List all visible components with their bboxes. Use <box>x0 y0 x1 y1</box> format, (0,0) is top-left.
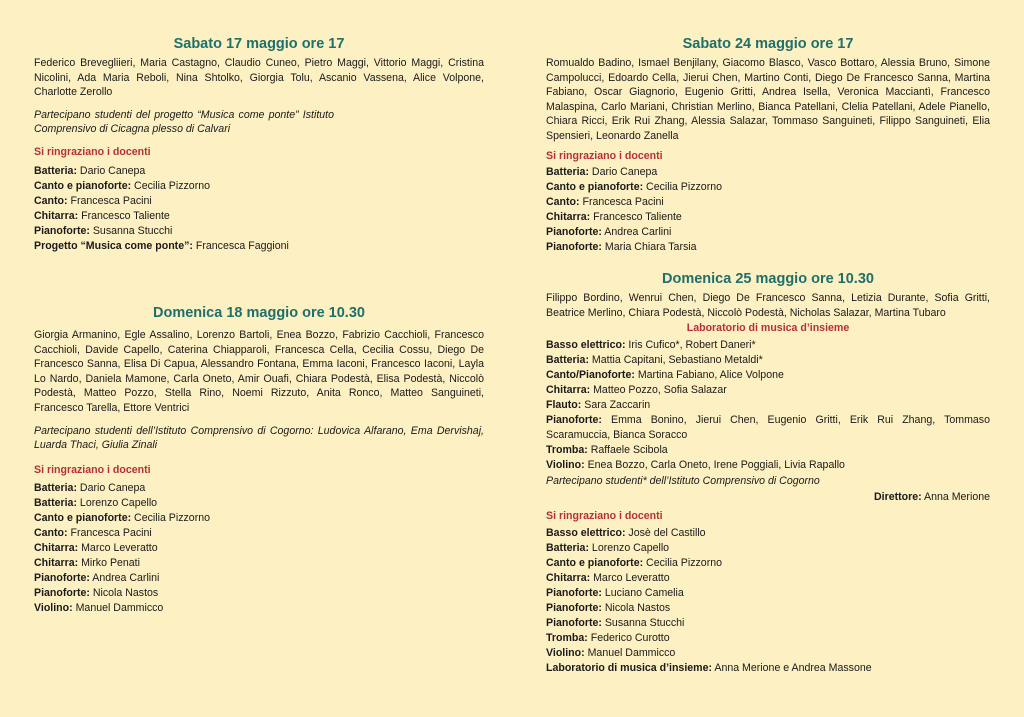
performers-list: Federico Brevegliieri, Maria Castagno, Claudio Cuneo, Pietro Maggi, Vittorio Maggi, Cristina Nicolini, Ada Maria Reboli, Nina Shtolko, Giorgia Tolu, Ascanio Vassena, Alice Volpone, Charlotte Zerollo <box>34 57 484 99</box>
list-item <box>546 631 990 646</box>
list-item <box>34 481 484 496</box>
item-name: Raffaele Scibola <box>587 443 668 456</box>
item-name: Cecilia Pizzorno <box>131 179 211 192</box>
list-item <box>546 541 990 556</box>
list-item <box>546 180 990 195</box>
list-item <box>546 165 990 180</box>
item-role: Tromba: <box>546 631 588 644</box>
director-role: Direttore: <box>873 491 922 504</box>
item-role: Chitarra: <box>546 571 591 584</box>
item-role: Batteria: <box>34 482 77 495</box>
item-role: Violino: <box>546 458 585 471</box>
item-name: Dario Canepa <box>76 164 146 177</box>
item-name: Francesca Pacini <box>579 196 664 209</box>
list-item <box>34 571 484 586</box>
list-item <box>34 526 484 541</box>
teachers-list <box>546 526 990 676</box>
performers-list: Filippo Bordino, Wenrui Chen, Diego De Francesco Sanna, Letizia Durante, Sofia Gritti, Beatrice Merlino, Chiara Podestà, Niccolò Podestà, Nicholas Salazar, Martina Tubaro <box>546 292 990 319</box>
list-item <box>546 225 990 240</box>
list-item <box>34 224 484 239</box>
list-item <box>546 661 990 676</box>
concert-title: Domenica 18 maggio ore 10.30 <box>153 305 365 321</box>
item-role: Pianoforte: <box>34 224 90 237</box>
concert-may-25 <box>546 270 990 676</box>
item-name: Manuel Dammicco <box>584 646 676 659</box>
item-name: Francesca Pacini <box>67 527 152 540</box>
thanks-heading: Si ringraziano i docenti <box>34 463 151 476</box>
item-role: Pianoforte: <box>34 587 90 600</box>
item-role: Violino: <box>34 602 73 615</box>
item-role: Batteria: <box>546 166 589 179</box>
thanks-heading: Si ringraziano i docenti <box>546 510 663 523</box>
item-role: Batteria: <box>34 497 77 510</box>
item-name: Andrea Carlini <box>601 226 672 239</box>
item-name: Iris Cufico*, Robert Daneri* <box>625 338 756 351</box>
item-role: Canto: <box>34 194 68 207</box>
teachers-list <box>34 164 484 254</box>
item-role: Batteria: <box>34 164 77 177</box>
item-name: Francesca Pacini <box>67 194 152 207</box>
item-name: Dario Canepa <box>588 166 658 179</box>
concert-title: Sabato 24 maggio ore 17 <box>682 36 854 52</box>
item-name: Lorenzo Capello <box>588 541 670 554</box>
performers-list: Romualdo Badino, Ismael Benjilany, Giacomo Blasco, Vasco Bottaro, Alessia Bruno, Simone Campolucci, Edoardo Cella, Jierui Chen, Martino Conti, Diego De Francesco Sanna, Martina Fabiano, Oscar Giagnorio, Eugenio Gritti, Andrea Isella, Veronica Macciantì, Francesco Malaspina, Carlo Mariani, Christian Merlino, Bianca Patellani, Clelia Patellani, Adele Pianello, Chiara Ricci, Erik Rui Zhang, Alessia Salazar, Tommaso Sanguineti, Filippo Sanguineti, Elia Spensieri, Leonardo Zanella <box>546 57 990 142</box>
list-item <box>546 616 990 631</box>
item-name: Martina Fabiano, Alice Volpone <box>634 368 784 381</box>
item-role: Basso elettrico: <box>546 338 626 351</box>
item-name: Marco Leveratto <box>590 571 670 584</box>
item-role: Pianoforte: <box>546 413 602 426</box>
item-name: Marco Leveratto <box>78 542 158 555</box>
list-item <box>34 601 484 616</box>
concert-may-18 <box>34 304 484 616</box>
participation-note: Partecipano studenti dell’Istituto Comprensivo di Cogorno: Ludovica Alfarano, Ema Dervishaj, Luarda Thaci, Giulia Zinali <box>34 424 484 452</box>
concert-may-24 <box>546 35 990 255</box>
item-name: Sara Zaccarin <box>581 398 651 411</box>
list-item <box>546 240 990 255</box>
item-role: Pianoforte: <box>546 616 602 629</box>
item-role: Pianoforte: <box>546 241 602 254</box>
item-role: Chitarra: <box>34 542 79 555</box>
list-item <box>546 383 990 398</box>
item-name: Andrea Carlini <box>89 572 160 585</box>
item-name: Luciano Camelia <box>601 586 684 599</box>
item-role: Canto e pianoforte: <box>34 512 132 525</box>
performers-list: Giorgia Armanino, Egle Assalino, Lorenzo Bartoli, Enea Bozzo, Fabrizio Cacchioli, Francesco Cacchioli, Davide Capello, Caterina Chiapparoli, Francesca Cella, Cecilia Cossu, Diego De Francesco Sanna, Elisa Di Capua, Alessandro Fontana, Emma Iaconi, Francesco Iaconi, Layla Lo Nardo, Daniela Mamone, Carla Oneto, Amir Ouafi, Chiara Podestà, Elisa Podestà, Niccolò Podestà, Matteo Pozzo, Stella Rino, Noemi Rizzuto, Anita Ronco, Matteo Sanguineti, Francesco Tarella, Ettore Ventrici <box>34 329 484 414</box>
item-name: Mattia Capitani, Sebastiano Metaldi* <box>588 353 763 366</box>
item-name: Cecilia Pizzorno <box>643 181 723 194</box>
list-item <box>546 586 990 601</box>
list-item <box>546 413 990 443</box>
item-name: Federico Curotto <box>587 631 670 644</box>
list-item <box>34 194 484 209</box>
participation-note: Partecipano studenti del progetto “Musica come ponte” Istituto Comprensivo di Cicagna plesso di Calvari <box>34 108 334 136</box>
list-item <box>34 239 484 254</box>
list-item <box>34 179 484 194</box>
item-name: Cecilia Pizzorno <box>131 512 211 525</box>
list-item <box>546 443 990 458</box>
thanks-heading: Si ringraziano i docenti <box>34 145 151 158</box>
item-name: Nicola Nastos <box>601 601 671 614</box>
item-role: Flauto: <box>546 398 582 411</box>
item-role: Batteria: <box>546 541 589 554</box>
list-item <box>546 368 990 383</box>
list-item <box>34 209 484 224</box>
concert-title: Sabato 17 maggio ore 17 <box>173 36 345 52</box>
item-name: Francesco Taliente <box>590 211 682 224</box>
item-role: Pianoforte: <box>546 226 602 239</box>
ensemble-lab-heading: Laboratorio di musica d’insieme <box>686 322 850 335</box>
list-item <box>546 571 990 586</box>
director-line <box>546 490 990 505</box>
list-item <box>546 398 990 413</box>
item-name: Nicola Nastos <box>89 587 159 600</box>
list-item <box>546 195 990 210</box>
director-name: Anna Merione <box>921 491 990 504</box>
item-role: Laboratorio di musica d’insieme: <box>546 661 713 674</box>
item-name: Susanna Stucchi <box>89 224 173 237</box>
item-name: Francesca Faggioni <box>192 239 289 252</box>
list-item <box>546 526 990 541</box>
item-name: Emma Bonino, Jierui Chen, Eugenio Gritti, Erik Rui Zhang, Tommaso Scaramuccia, Bianca Soracco <box>546 413 990 441</box>
list-item <box>546 458 990 473</box>
item-role: Canto: <box>34 527 68 540</box>
list-item <box>546 601 990 616</box>
item-role: Batteria: <box>546 353 589 366</box>
item-name: Lorenzo Capello <box>76 497 158 510</box>
list-item <box>34 541 484 556</box>
thanks-heading: Si ringraziano i docenti <box>546 149 663 162</box>
item-role: Violino: <box>546 646 585 659</box>
item-name: Mirko Penati <box>78 557 140 570</box>
list-item <box>34 586 484 601</box>
item-role: Canto: <box>546 196 580 209</box>
list-item <box>546 338 990 353</box>
list-item <box>34 556 484 571</box>
list-item <box>546 210 990 225</box>
item-role: Chitarra: <box>34 557 79 570</box>
concert-may-17 <box>34 35 484 254</box>
item-role: Canto e pianoforte: <box>546 556 644 569</box>
item-name: Cecilia Pizzorno <box>643 556 723 569</box>
item-role: Progetto “Musica come ponte”: <box>34 239 193 252</box>
list-item <box>546 646 990 661</box>
item-role: Chitarra: <box>546 211 591 224</box>
item-role: Chitarra: <box>546 383 591 396</box>
item-role: Pianoforte: <box>34 572 90 585</box>
item-role: Canto e pianoforte: <box>546 181 644 194</box>
item-role: Tromba: <box>546 443 588 456</box>
item-name: Josè del Castillo <box>625 526 706 539</box>
item-name: Anna Merione e Andrea Massone <box>712 661 872 674</box>
item-name: Enea Bozzo, Carla Oneto, Irene Poggiali, Livia Rapallo <box>584 458 845 471</box>
list-item <box>34 496 484 511</box>
item-name: Matteo Pozzo, Sofia Salazar <box>590 383 727 396</box>
item-role: Pianoforte: <box>546 586 602 599</box>
item-role: Chitarra: <box>34 209 79 222</box>
list-item <box>34 511 484 526</box>
item-name: Manuel Dammicco <box>72 602 164 615</box>
item-name: Susanna Stucchi <box>601 616 685 629</box>
item-name: Dario Canepa <box>76 482 146 495</box>
participation-note: Partecipano studenti* dell’Istituto Comprensivo di Cogorno <box>546 474 820 487</box>
item-name: Francesco Taliente <box>78 209 170 222</box>
item-role: Basso elettrico: <box>546 526 626 539</box>
list-item <box>546 353 990 368</box>
concert-title: Domenica 25 maggio ore 10.30 <box>662 271 874 287</box>
item-role: Canto/Pianoforte: <box>546 368 635 381</box>
item-role: Canto e pianoforte: <box>34 179 132 192</box>
item-role: Pianoforte: <box>546 601 602 614</box>
list-item <box>34 164 484 179</box>
ensemble-lab-list <box>546 338 990 473</box>
list-item <box>546 556 990 571</box>
item-name: Maria Chiara Tarsia <box>601 241 697 254</box>
teachers-list <box>546 165 990 255</box>
teachers-list <box>34 481 484 616</box>
